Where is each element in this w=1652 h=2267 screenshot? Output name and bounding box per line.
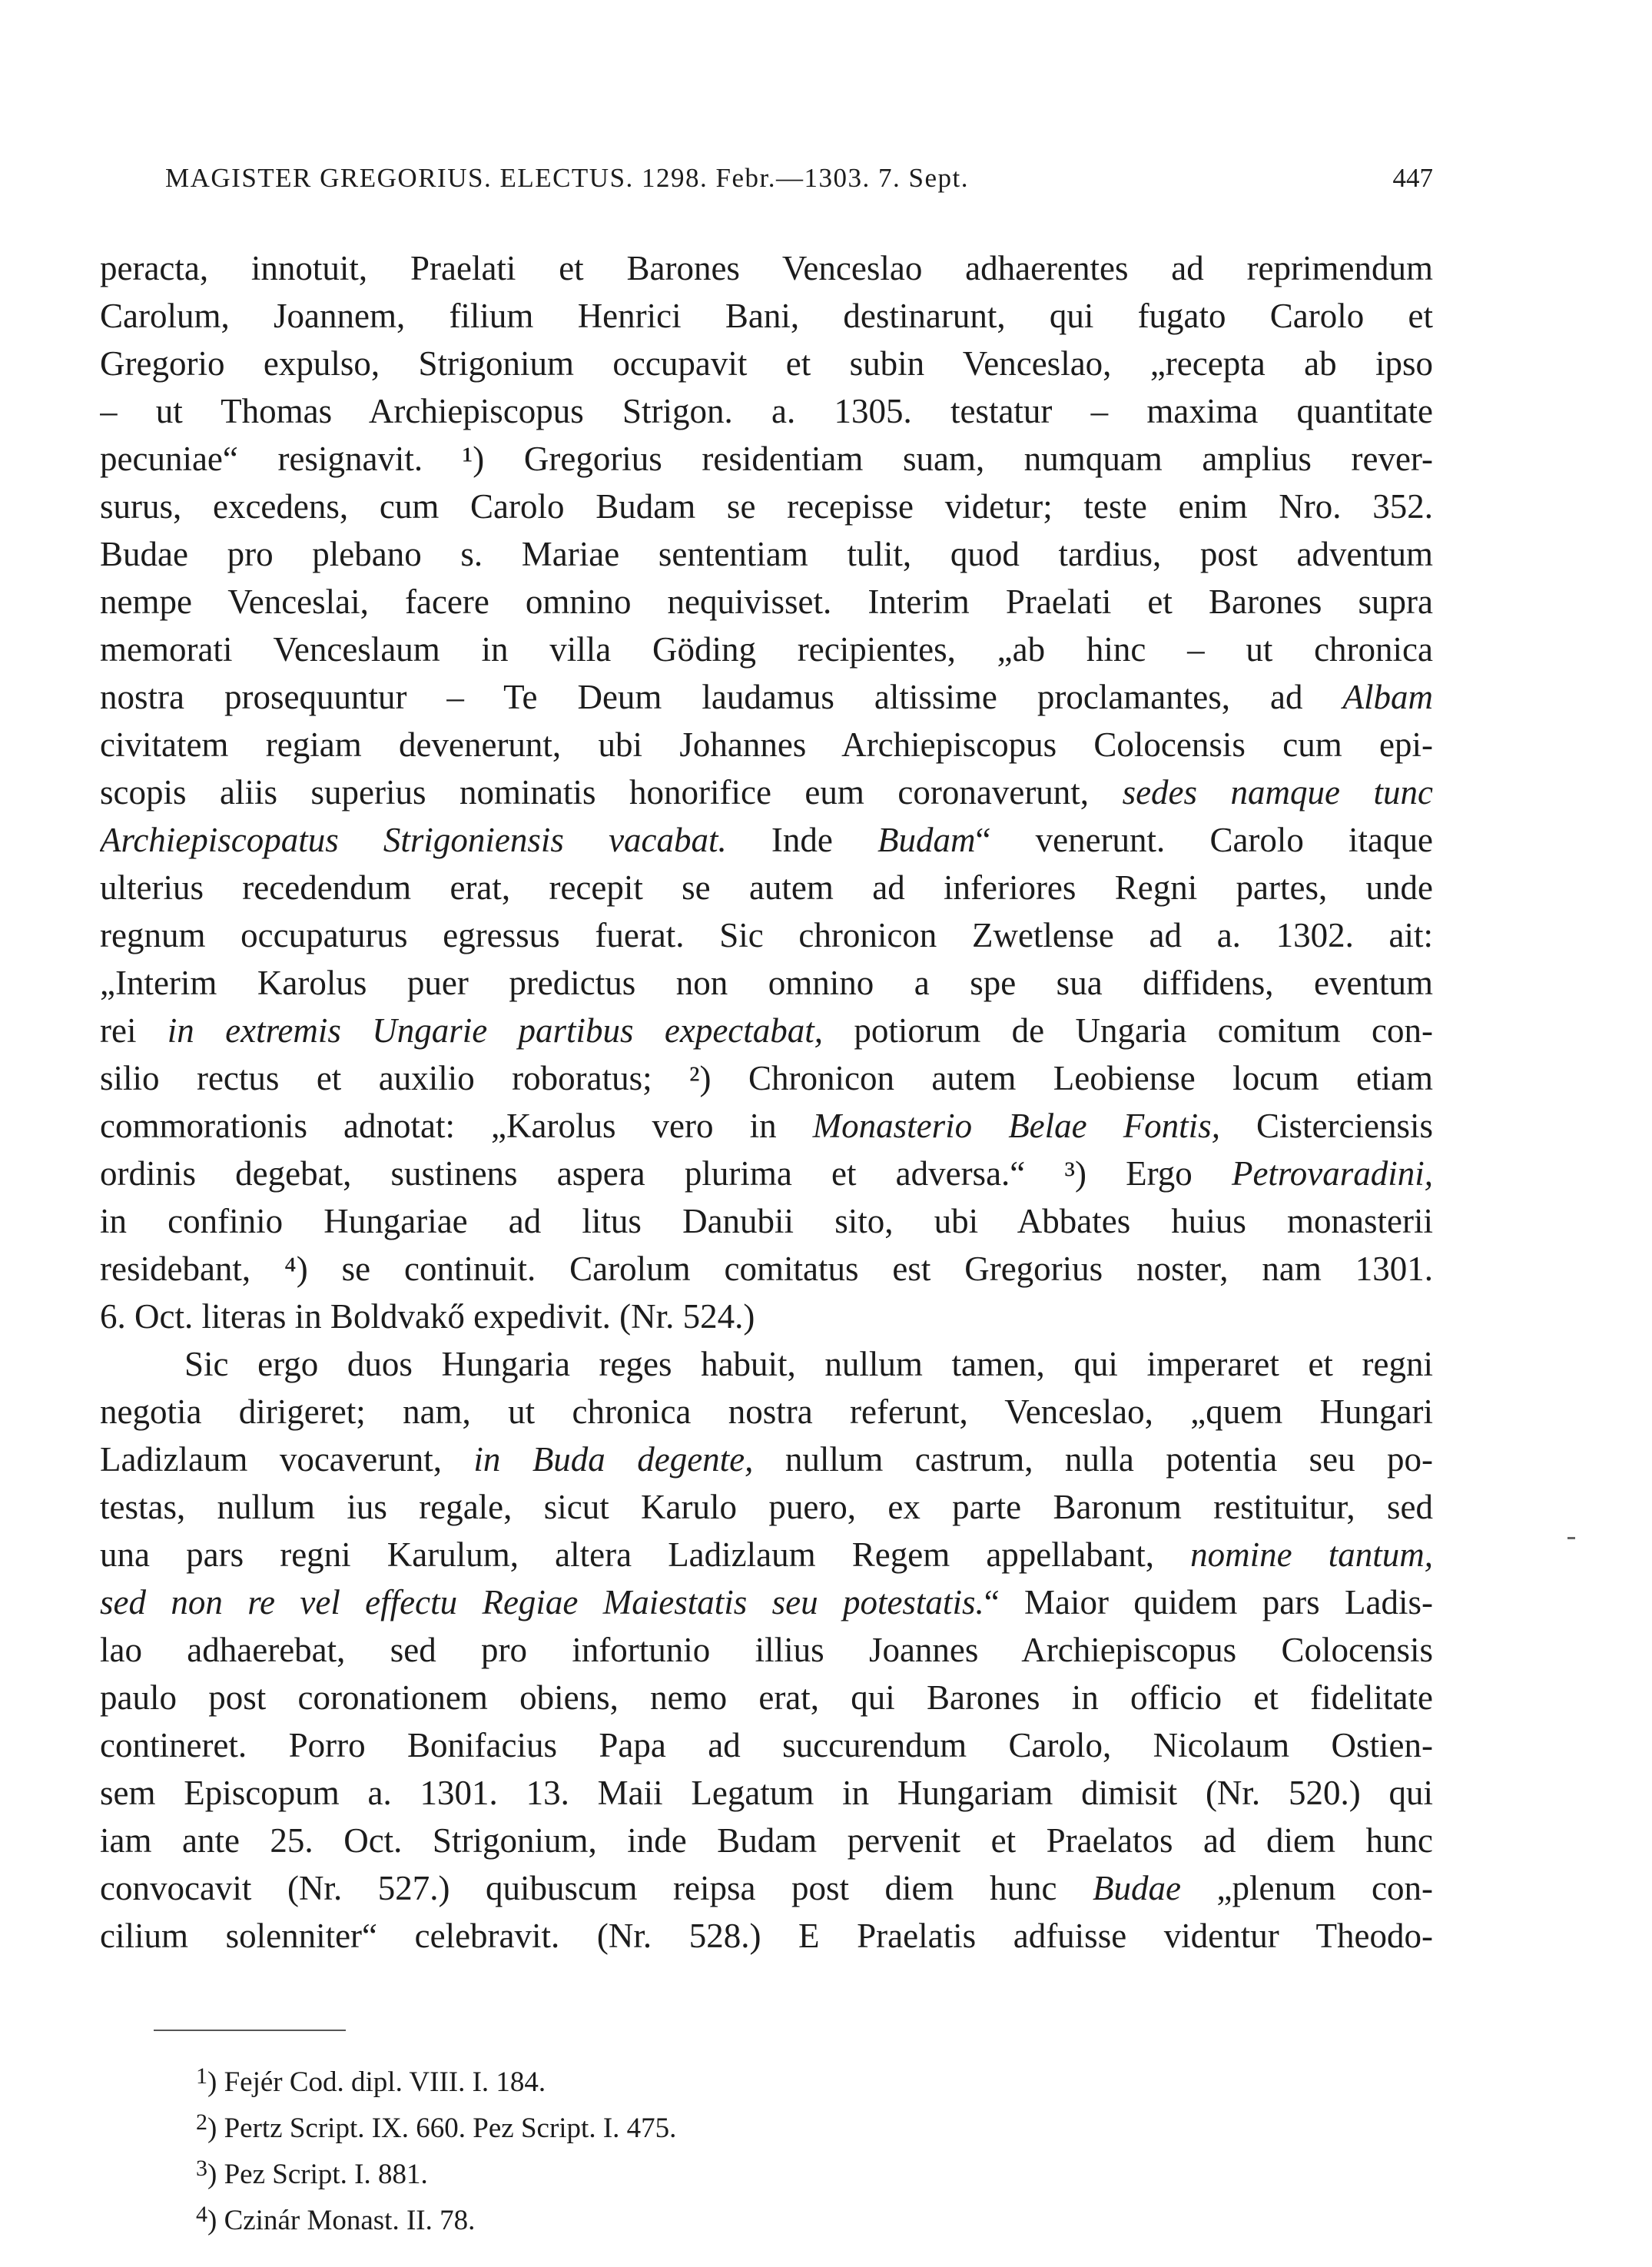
italic-segment: in Buda degente, bbox=[473, 1440, 754, 1479]
text-segment: “ Maior quidem pars Ladis- bbox=[984, 1583, 1433, 1621]
text-line bbox=[100, 721, 1433, 768]
footnote-paren: ) bbox=[207, 2113, 224, 2144]
footnote-number: 2 bbox=[196, 2109, 207, 2135]
text-segment: civitatem regiam devenerunt, ubi Johannes Archiepiscopus Colocensis cum epi- bbox=[100, 725, 1433, 764]
footnote-paren: ) bbox=[207, 2066, 224, 2098]
text-segment: testas, nullum ius regale, sicut Karulo puero, ex parte Baronum restituitur, sed bbox=[100, 1488, 1433, 1526]
text-segment: memorati Venceslaum in villa Göding recipientes, „ab hinc – ut chronica bbox=[100, 630, 1433, 669]
text-line bbox=[100, 1245, 1433, 1293]
italic-segment: sed non re vel effectu Regiae Maiestatis seu potestatis. bbox=[100, 1583, 984, 1621]
text-segment: nostra prosequuntur – Te Deum laudamus altissime proclamantes, ad bbox=[100, 678, 1343, 716]
footnote-paren: ) bbox=[207, 2159, 224, 2190]
text-segment: potiorum de Ungaria comitum con- bbox=[823, 1011, 1433, 1050]
text-line bbox=[100, 1388, 1433, 1436]
text-line bbox=[100, 1483, 1433, 1531]
text-segment: Gregorio expulso, Strigonium occupavit et subin Venceslao, „recepta ab ipso bbox=[100, 344, 1433, 383]
footnote-number: 3 bbox=[196, 2156, 207, 2181]
text-segment: Sic ergo duos Hungaria reges habuit, nullum tamen, qui imperaret et regni bbox=[184, 1345, 1433, 1383]
text-segment: „plenum con- bbox=[1181, 1869, 1433, 1907]
running-header bbox=[165, 163, 1433, 201]
text-line bbox=[100, 816, 1433, 864]
text-line bbox=[100, 1293, 1433, 1340]
footnote-text: Pertz Script. IX. 660. Pez Script. I. 475. bbox=[224, 2113, 677, 2144]
text-segment: rei bbox=[100, 1011, 168, 1050]
text-segment: silio rectus et auxilio roboratus; ²) Chronicon autem Leobiense locum etiam bbox=[100, 1059, 1433, 1097]
text-segment: paulo post coronationem obiens, nemo erat, qui Barones in officio et fidelitate bbox=[100, 1678, 1433, 1717]
text-line bbox=[100, 864, 1433, 911]
text-line bbox=[100, 292, 1433, 340]
text-line bbox=[100, 1912, 1433, 1960]
text-line bbox=[100, 911, 1433, 959]
text-segment: convocavit (Nr. 527.) quibuscum reipsa post diem hunc bbox=[100, 1869, 1093, 1907]
text-line bbox=[100, 1721, 1433, 1769]
italic-segment: Archiepiscopatus Strigoniensis vacabat. bbox=[100, 821, 727, 859]
text-segment: iam ante 25. Oct. Strigonium, inde Budam pervenit et Praelatos ad diem hunc bbox=[100, 1821, 1433, 1860]
text-line bbox=[100, 435, 1433, 483]
text-segment: pecuniae“ resignavit. ¹) Gregorius residentiam suam, numquam amplius rever- bbox=[100, 440, 1433, 478]
text-line bbox=[100, 578, 1433, 626]
text-line bbox=[100, 1436, 1433, 1483]
text-segment: „Interim Karolus puer predictus non omnino a spe sua diffidens, eventum bbox=[100, 964, 1433, 1002]
text-line bbox=[100, 1578, 1433, 1626]
footnote bbox=[196, 2146, 1348, 2192]
text-segment: – ut Thomas Archiepiscopus Strigon. a. 1305. testatur – maxima quantitate bbox=[100, 392, 1433, 430]
text-segment: 6. Oct. literas in Boldvakő expedivit. (Nr. 524.) bbox=[100, 1297, 755, 1336]
text-line bbox=[100, 340, 1433, 387]
italic-segment: Monasterio Belae Fontis, bbox=[812, 1107, 1220, 1145]
italic-segment: Petrovaradini, bbox=[1231, 1154, 1433, 1193]
footnote-text: Fejér Cod. dipl. VIII. I. 184. bbox=[224, 2066, 546, 2098]
text-segment: Cisterciensis bbox=[1219, 1107, 1433, 1145]
text-line bbox=[100, 1007, 1433, 1054]
text-line bbox=[100, 1769, 1433, 1817]
text-segment: Carolum, Joannem, filium Henrici Bani, destinarunt, qui fugato Carolo et bbox=[100, 297, 1433, 335]
text-segment: peracta, innotuit, Praelati et Barones Venceslao adhaerentes ad reprimendum bbox=[100, 249, 1433, 287]
italic-segment: sedes namque tunc bbox=[1122, 773, 1433, 812]
margin-mark bbox=[1567, 1537, 1575, 1539]
text-segment: negotia dirigeret; nam, ut chronica nostra referunt, Venceslao, „quem Hungari bbox=[100, 1392, 1433, 1431]
text-segment: surus, excedens, cum Carolo Budam se recepisse videtur; teste enim Nro. 352. bbox=[100, 487, 1433, 526]
text-segment: “ venerunt. Carolo itaque bbox=[975, 821, 1433, 859]
text-line bbox=[100, 1102, 1433, 1150]
text-line bbox=[100, 1054, 1433, 1102]
text-line bbox=[100, 1626, 1433, 1674]
text-segment: in confinio Hungariae ad litus Danubii sito, ubi Abbates huius monasterii bbox=[100, 1202, 1433, 1240]
text-line bbox=[100, 768, 1433, 816]
text-segment: Budae pro plebano s. Mariae sententiam tulit, quod tardius, post adventum bbox=[100, 535, 1433, 573]
text-line bbox=[100, 959, 1433, 1007]
text-line bbox=[100, 673, 1433, 721]
text-line bbox=[100, 1864, 1433, 1912]
text-segment: regnum occupaturus egressus fuerat. Sic chronicon Zwetlense ad a. 1302. ait: bbox=[100, 916, 1433, 954]
text-line bbox=[100, 1150, 1433, 1197]
text-segment: residebant, ⁴) se continuit. Carolum comitatus est Gregorius noster, nam 1301. bbox=[100, 1250, 1433, 1288]
footnote-text: Pez Script. I. 881. bbox=[224, 2159, 428, 2190]
footnote-number: 1 bbox=[196, 2063, 207, 2089]
footnote-paren: ) bbox=[207, 2205, 224, 2236]
text-segment: ulterius recedendum erat, recepit se autem ad inferiores Regni partes, unde bbox=[100, 868, 1433, 907]
text-segment: Ladizlaum vocaverunt, bbox=[100, 1440, 474, 1479]
text-segment: contineret. Porro Bonifacius Papa ad succurendum Carolo, Nicolaum Ostien- bbox=[100, 1726, 1433, 1764]
page-number: 447 bbox=[1392, 163, 1433, 193]
text-segment: nullum castrum, nulla potentia seu po- bbox=[753, 1440, 1433, 1479]
text-segment: sem Episcopum a. 1301. 13. Maii Legatum in Hungariam dimisit (Nr. 520.) qui bbox=[100, 1774, 1433, 1812]
text-segment: commorationis adnotat: „Karolus vero in bbox=[100, 1107, 813, 1145]
running-title: MAGISTER GREGORIUS. ELECTUS. 1298. Febr.—1303. 7. Sept. bbox=[165, 163, 969, 193]
footnotes bbox=[196, 2053, 1348, 2238]
main-text bbox=[100, 244, 1433, 1960]
text-line bbox=[100, 1340, 1433, 1388]
footnote bbox=[196, 2192, 1348, 2238]
text-line bbox=[100, 387, 1433, 435]
text-line bbox=[100, 530, 1433, 578]
text-segment: Inde bbox=[726, 821, 878, 859]
text-segment: cilium solenniter“ celebravit. (Nr. 528.) E Praelatis adfuisse videntur Theodo- bbox=[100, 1917, 1433, 1955]
text-segment: ordinis degebat, sustinens aspera plurima et adversa.“ ³) Ergo bbox=[100, 1154, 1232, 1193]
italic-segment: Albam bbox=[1342, 678, 1433, 716]
italic-segment: nomine tantum, bbox=[1190, 1535, 1433, 1574]
text-line bbox=[100, 483, 1433, 530]
italic-segment: Budam bbox=[877, 821, 976, 859]
text-line bbox=[100, 1674, 1433, 1721]
text-segment: lao adhaerebat, sed pro infortunio illius Joannes Archiepiscopus Colocensis bbox=[100, 1631, 1433, 1669]
footnote bbox=[196, 2053, 1348, 2099]
footnote bbox=[196, 2099, 1348, 2146]
text-line bbox=[100, 244, 1433, 292]
text-line bbox=[100, 1197, 1433, 1245]
text-line bbox=[100, 626, 1433, 673]
italic-segment: in extremis Ungarie partibus expectabat, bbox=[167, 1011, 824, 1050]
text-line bbox=[100, 1817, 1433, 1864]
italic-segment: Budae bbox=[1093, 1869, 1182, 1907]
text-segment: una pars regni Karulum, altera Ladizlaum Regem appellabant, bbox=[100, 1535, 1191, 1574]
text-line bbox=[100, 1531, 1433, 1578]
footnote-number: 4 bbox=[196, 2202, 207, 2227]
footnote-text: Czinár Monast. II. 78. bbox=[224, 2205, 476, 2236]
text-segment: scopis aliis superius nominatis honorifice eum coronaverunt, bbox=[100, 773, 1123, 812]
footnote-divider bbox=[154, 2030, 346, 2031]
text-segment: nempe Venceslai, facere omnino nequivisset. Interim Praelati et Barones supra bbox=[100, 583, 1433, 621]
